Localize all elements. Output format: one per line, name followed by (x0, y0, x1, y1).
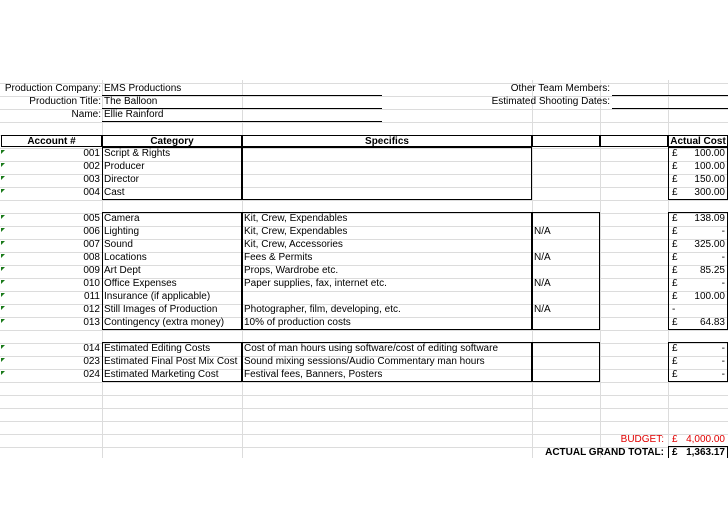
actual-cost-cell[interactable]: 85.25 (699, 265, 725, 276)
note-cell[interactable]: N/A (534, 304, 551, 315)
currency-cell[interactable]: £ (672, 343, 678, 354)
specifics-cell[interactable]: 10% of production costs (244, 317, 351, 328)
note-cell[interactable]: N/A (534, 278, 551, 289)
specifics-cell[interactable]: Sound mixing sessions/Audio Commentary man hours (244, 356, 485, 367)
name-value[interactable]: Ellie Rainford (104, 109, 164, 120)
currency-cell[interactable]: £ (672, 265, 678, 276)
actual-cost-cell[interactable]: 64.83 (699, 317, 725, 328)
grid-row-line (0, 200, 728, 201)
grid-row-line (0, 330, 728, 331)
category-cell[interactable]: Lighting (104, 226, 140, 237)
column-header-specifics[interactable]: Specifics (242, 135, 532, 147)
account-cell[interactable]: 006 (83, 226, 100, 237)
grid-row-line (0, 408, 728, 409)
grid-row-line (0, 421, 728, 422)
account-cell[interactable]: 003 (83, 174, 100, 185)
currency-cell[interactable]: £ (672, 174, 678, 185)
specifics-cell[interactable]: Fees & Permits (244, 252, 313, 263)
currency-cell[interactable]: £ (672, 161, 678, 172)
note-cell[interactable]: N/A (534, 252, 551, 263)
account-cell[interactable]: 008 (83, 252, 100, 263)
specifics-cell[interactable]: Kit, Crew, Accessories (244, 239, 343, 250)
currency-cell[interactable]: £ (672, 252, 678, 263)
account-cell[interactable]: 011 (84, 291, 100, 302)
actual-cost-cell[interactable]: 325.00 (694, 239, 725, 250)
column-header-actual-cost[interactable]: Actual Cost (668, 135, 728, 147)
currency-cell[interactable]: £ (672, 278, 678, 289)
note-cell[interactable]: N/A (534, 226, 551, 237)
category-cell[interactable]: Producer (104, 161, 145, 172)
actual-cost-cell[interactable]: 100.00 (694, 291, 725, 302)
specifics-cell[interactable]: Paper supplies, fax, internet etc. (244, 278, 387, 289)
specifics-cell[interactable]: Props, Wardrobe etc. (244, 265, 339, 276)
category-cell[interactable]: Art Dept (104, 265, 141, 276)
category-cell[interactable]: Estimated Marketing Cost (104, 369, 219, 380)
category-cell[interactable]: Director (104, 174, 140, 185)
actual-cost-cell[interactable]: 300.00 (694, 187, 725, 198)
account-cell[interactable]: 005 (83, 213, 100, 224)
currency-cell[interactable]: £ (672, 226, 678, 237)
column-header-account[interactable]: Account # (1, 135, 102, 147)
grid-row-line (0, 395, 728, 396)
specifics-cell[interactable]: Festival fees, Banners, Posters (244, 369, 383, 380)
category-cell[interactable]: Office Expenses (104, 278, 177, 289)
account-cell[interactable]: 012 (83, 304, 100, 315)
section-3-note-box (532, 342, 600, 382)
specifics-cell[interactable]: Photographer, film, developing, etc. (244, 304, 401, 315)
production-title-label: Production Title: (29, 96, 101, 107)
account-cell[interactable]: 013 (83, 317, 100, 328)
budget-currency: £ (672, 434, 678, 445)
account-cell[interactable]: 010 (83, 278, 100, 289)
specifics-cell[interactable]: Kit, Crew, Expendables (244, 226, 348, 237)
account-cell[interactable]: 024 (83, 369, 100, 380)
grand-total-currency: £ (672, 447, 678, 458)
category-cell[interactable]: Script & Rights (104, 148, 171, 159)
category-cell[interactable]: Sound (104, 239, 133, 250)
production-title-value[interactable]: The Balloon (104, 96, 158, 107)
currency-cell[interactable]: £ (672, 356, 678, 367)
currency-cell[interactable]: £ (672, 317, 678, 328)
category-cell[interactable]: Estimated Final Post Mix Cost (104, 356, 238, 367)
specifics-cell[interactable]: Kit, Crew, Expendables (244, 213, 348, 224)
actual-cost-cell[interactable]: - (721, 226, 725, 237)
other-team-label: Other Team Members: (510, 83, 610, 94)
actual-cost-cell[interactable]: - (721, 278, 725, 289)
grid-row-line (0, 382, 728, 383)
category-cell[interactable]: Insurance (if applicable) (104, 291, 211, 302)
category-cell[interactable]: Camera (104, 213, 140, 224)
account-cell[interactable]: 002 (83, 161, 100, 172)
account-cell[interactable]: 001 (83, 148, 100, 159)
currency-cell[interactable]: £ (672, 239, 678, 250)
actual-cost-cell[interactable]: 100.00 (694, 161, 725, 172)
budget-value[interactable]: 4,000.00 (686, 434, 725, 445)
actual-cost-cell[interactable]: 138.09 (694, 213, 725, 224)
category-cell[interactable]: Estimated Editing Costs (104, 343, 211, 354)
account-cell[interactable]: 007 (83, 239, 100, 250)
production-company-value[interactable]: EMS Productions (104, 83, 182, 94)
production-company-label: Production Company: (4, 83, 101, 94)
account-cell[interactable]: 023 (83, 356, 100, 367)
name-label: Name: (71, 109, 101, 120)
grid-row-line (0, 122, 728, 123)
specifics-cell[interactable]: Cost of man hours using software/cost of editing software (244, 343, 499, 354)
category-cell[interactable]: Locations (104, 252, 147, 263)
account-cell[interactable]: 009 (83, 265, 100, 276)
actual-cost-cell[interactable]: - (721, 343, 725, 354)
shooting-dates-label: Estimated Shooting Dates: (491, 96, 610, 107)
category-cell[interactable]: Still Images of Production (104, 304, 218, 315)
account-cell[interactable]: 004 (83, 187, 100, 198)
column-header-blank-1[interactable] (532, 135, 600, 147)
category-cell[interactable]: Contingency (extra money) (104, 317, 225, 328)
currency-cell[interactable]: £ (672, 291, 678, 302)
column-header-blank-2[interactable] (600, 135, 668, 147)
category-cell[interactable]: Cast (104, 187, 125, 198)
actual-cost-cell[interactable]: - (721, 252, 725, 263)
actual-cost-cell[interactable]: - (721, 369, 725, 380)
currency-cell[interactable]: £ (672, 187, 678, 198)
actual-cost-cell[interactable]: 100.00 (694, 148, 725, 159)
account-cell[interactable]: 014 (83, 343, 100, 354)
spreadsheet (0, 80, 728, 458)
currency-cell[interactable]: £ (672, 369, 678, 380)
currency-cell[interactable]: - (672, 304, 676, 315)
budget-label: BUDGET: (620, 434, 664, 445)
column-header-category[interactable]: Category (102, 135, 242, 147)
currency-cell[interactable]: £ (672, 213, 678, 224)
section-1-specifics-box (242, 147, 532, 200)
actual-cost-cell[interactable]: - (721, 356, 725, 367)
actual-cost-cell[interactable]: 150.00 (694, 174, 725, 185)
grand-total-value[interactable]: 1,363.17 (686, 447, 725, 458)
currency-cell[interactable]: £ (672, 148, 678, 159)
grand-total-label: ACTUAL GRAND TOTAL: (545, 447, 664, 458)
